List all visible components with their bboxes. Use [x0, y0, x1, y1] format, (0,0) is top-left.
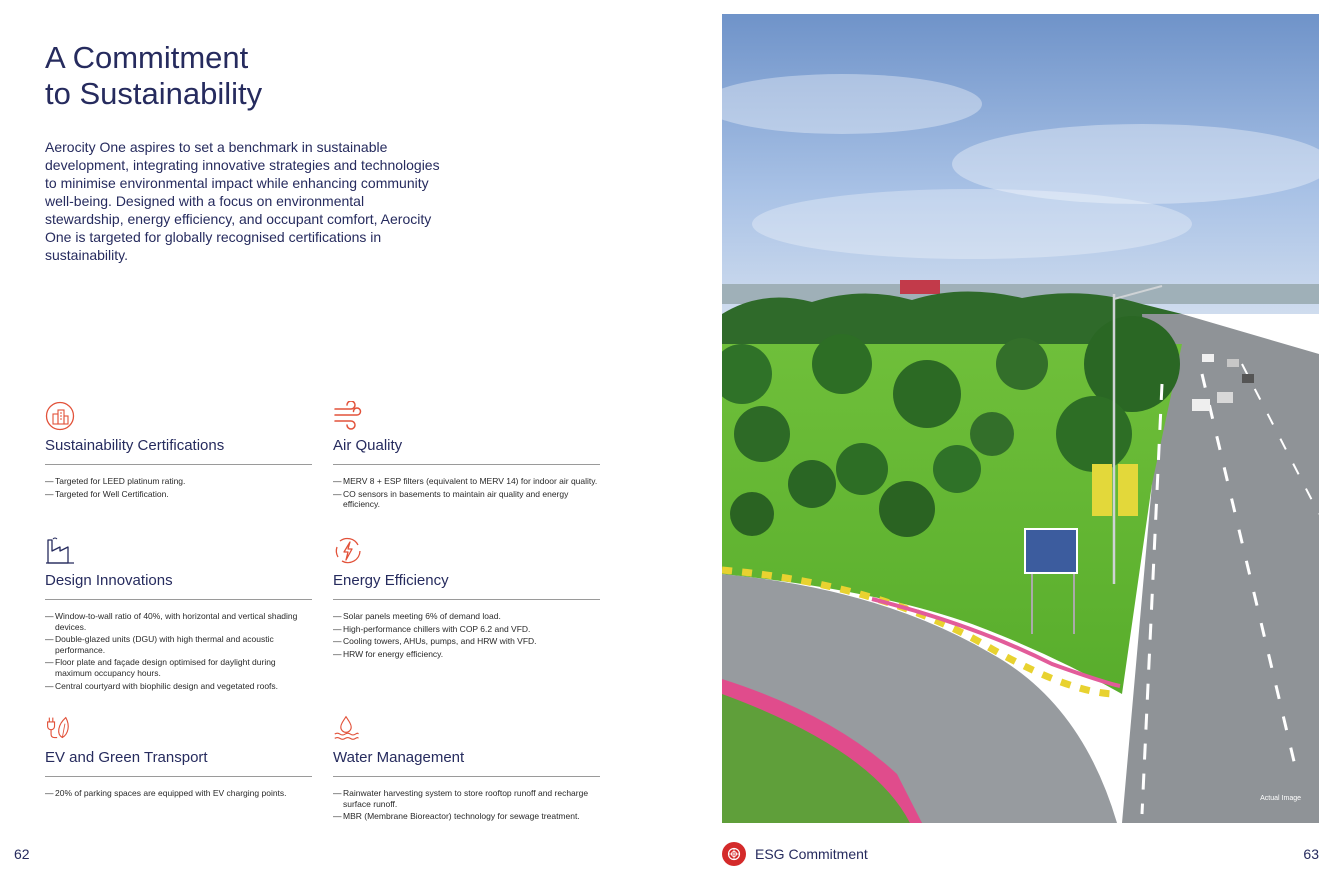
footer-label: ESG Commitment — [755, 846, 868, 862]
list-item: — MERV 8 + ESP filters (equivalent to MERV 14) for indoor air quality. — [333, 476, 600, 487]
page-number-right: 63 — [1303, 846, 1319, 862]
section-list — [333, 476, 600, 510]
aerial-road-photo — [722, 14, 1319, 823]
section-title: Air Quality — [333, 437, 403, 454]
section-design-innovations — [45, 536, 312, 693]
list-item: — Floor plate and façade design optimised for daylight during maximum occupancy hours. — [45, 657, 312, 678]
title-line-2: to Sustainability — [45, 76, 263, 111]
section-title: Water Management — [333, 749, 465, 766]
factory-plant-icon — [45, 536, 75, 566]
section-divider — [333, 599, 600, 600]
section-air-quality — [333, 401, 600, 512]
list-item: — CO sensors in basements to maintain air quality and energy efficiency. — [333, 489, 600, 510]
section-energy-efficiency — [333, 536, 600, 662]
section-title: Sustainability Certifications — [45, 437, 225, 454]
list-item: — High-performance chillers with COP 6.2 and VFD. — [333, 624, 600, 635]
list-item: — Central courtyard with biophilic design and vegetated roofs. — [45, 681, 312, 692]
ev-plug-leaf-icon — [45, 715, 71, 741]
intro-paragraph: Aerocity One aspires to set a benchmark in sustainable development, integrating innovative strategies and technologies to minimise environmental impact while enhancing community well-being. Designed with a focus on environmental stewardship, energy efficiency, and occupant comfort, Aerocity One is targeted for globally recognised certifications in sustainability. — [45, 139, 440, 263]
list-item: — Targeted for LEED platinum rating. — [45, 476, 312, 487]
aerial-landscape-illustration — [722, 14, 1319, 823]
section-list — [45, 788, 312, 799]
list-item: — Cooling towers, AHUs, pumps, and HRW with VFD. — [333, 636, 600, 647]
section-title: EV and Green Transport — [45, 749, 208, 766]
water-drop-waves-icon — [333, 715, 359, 741]
section-sustainability-certifications — [45, 401, 312, 501]
list-item: — Window-to-wall ratio of 40%, with horizontal and vertical shading devices. — [45, 611, 312, 632]
section-divider — [45, 464, 312, 465]
list-item: — Targeted for Well Certification. — [45, 489, 312, 500]
list-item: — Solar panels meeting 6% of demand load. — [333, 611, 600, 622]
certification-building-icon — [45, 401, 75, 431]
wind-icon — [333, 401, 363, 431]
section-divider — [45, 776, 312, 777]
energy-bolt-icon — [333, 536, 363, 566]
section-list — [45, 476, 312, 499]
section-title: Design Innovations — [45, 572, 173, 589]
title-line-1: A Commitment — [45, 40, 249, 75]
section-title: Energy Efficiency — [333, 572, 449, 589]
section-water-management — [333, 715, 600, 824]
section-list — [333, 788, 600, 822]
section-list — [45, 611, 312, 691]
section-divider — [45, 599, 312, 600]
list-item: — MBR (Membrane Bioreactor) technology for sewage treatment. — [333, 811, 600, 822]
footer-section-label — [722, 842, 868, 866]
esg-badge-icon — [722, 842, 746, 866]
page-title — [45, 40, 445, 112]
list-item: — 20% of parking spaces are equipped with EV charging points. — [45, 788, 312, 799]
list-item: — Rainwater harvesting system to store rooftop runoff and recharge surface runoff. — [333, 788, 600, 809]
list-item: — HRW for energy efficiency. — [333, 649, 600, 660]
section-divider — [333, 776, 600, 777]
page-number-left: 62 — [14, 846, 30, 862]
list-item: — Double-glazed units (DGU) with high thermal and acoustic performance. — [45, 634, 312, 655]
photo-caption: Actual Image — [1260, 795, 1301, 802]
section-list — [333, 611, 600, 660]
section-divider — [333, 464, 600, 465]
section-ev-green-transport — [45, 715, 312, 801]
